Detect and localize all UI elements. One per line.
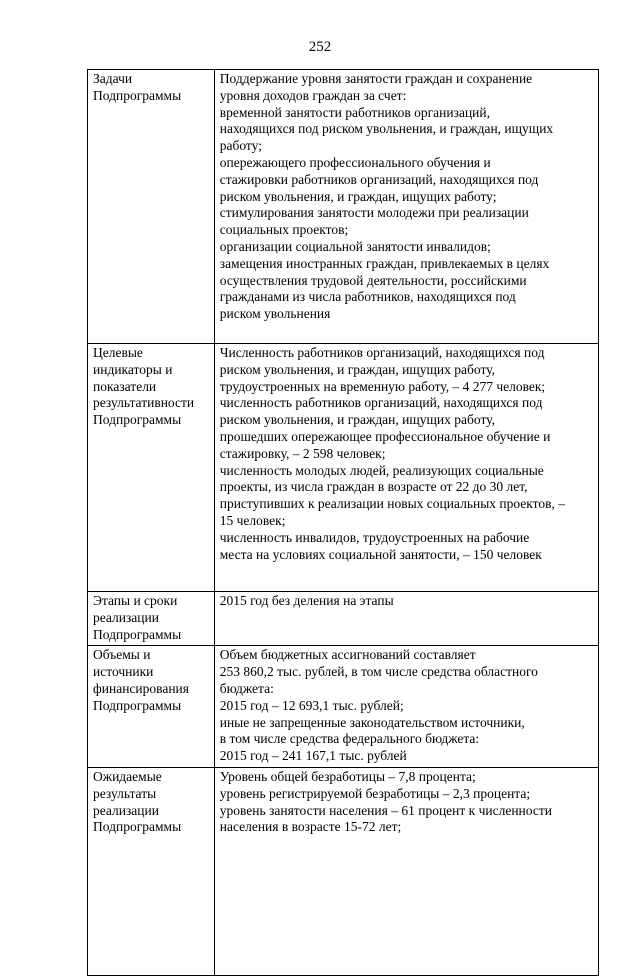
row-value-line: численность молодых людей, реализующих социальные: [219, 462, 544, 478]
row-value-line: стажировку, – 2 598 человек;: [219, 445, 386, 461]
table-row: [88, 344, 599, 592]
row-label-line: реализации: [93, 802, 159, 818]
row-label-line: Подпрограммы: [93, 626, 182, 642]
row-value-line: уровня доходов граждан за счет:: [219, 87, 407, 103]
row-value-line: в том числе средства федерального бюджета:: [219, 731, 480, 747]
row-label-line: Задачи: [93, 71, 133, 86]
row-label-line: финансирования: [93, 680, 189, 696]
row-value-line: Объем бюджетных ассигнований составляет: [219, 647, 476, 663]
row-label-cell: [88, 767, 215, 975]
row-label-cell: [88, 646, 215, 768]
row-label-line: Подпрограммы: [93, 412, 182, 428]
row-value-line: трудоустроенных на временную работу, – 4 277 человек;: [219, 378, 546, 394]
row-value-line: Уровень общей безработицы – 7,8 процента;: [219, 768, 476, 784]
row-value-line: численность инвалидов, трудоустроенных на рабочие: [219, 529, 530, 545]
row-label-line: Этапы и сроки: [93, 593, 178, 608]
row-value-line: находящихся под риском увольнения, и граждан, ищущих: [219, 121, 554, 137]
row-value-line: замещения иностранных граждан, привлекаемых в целях: [219, 255, 550, 271]
table-row: [88, 646, 599, 768]
table-row: [88, 70, 599, 344]
row-label-line: источники: [93, 664, 154, 680]
row-value-cell: [214, 592, 598, 646]
row-value-line: 253 860,2 тыс. рублей, в том числе средства областного: [219, 664, 538, 680]
row-value-line: 2015 год без деления на этапы: [219, 593, 394, 608]
row-value-line: опережающего профессионального обучения и: [219, 154, 491, 170]
row-value-line: 2015 год – 12 693,1 тыс. рублей;: [219, 697, 404, 713]
row-value-line: стимулирования занятости молодежи при реализации: [219, 205, 529, 221]
row-label-line: результаты: [93, 785, 157, 801]
row-value-line: осуществления трудовой деятельности, российскими: [219, 272, 527, 288]
page-number: 252: [308, 39, 332, 55]
row-value-line: стажировки работников организаций, находящихся под: [219, 171, 539, 187]
row-value-line: гражданами из числа работников, находящихся под: [219, 289, 516, 305]
row-value-line: уровень занятости населения – 61 процент к численности: [219, 802, 552, 818]
row-label-line: Целевые: [93, 345, 143, 360]
row-value-line: Поддержание уровня занятости граждан и сохранение: [219, 71, 533, 86]
row-label-line: Ожидаемые: [93, 768, 162, 784]
row-value-line: иные не запрещенные законодательством источники,: [219, 714, 525, 730]
row-label-cell: [88, 70, 215, 344]
row-label-line: Подпрограммы: [93, 87, 182, 103]
row-value-cell: [214, 646, 598, 768]
row-value-line: риском увольнения, и граждан, ищущих работу,: [219, 361, 495, 377]
table-row: [88, 592, 599, 646]
row-value-line: Численность работников организаций, находящихся под: [219, 345, 545, 360]
row-label-line: показатели: [93, 378, 157, 394]
row-value-line: 15 человек;: [219, 512, 286, 528]
row-label-line: реализации: [93, 609, 159, 625]
row-value-line: работу;: [219, 138, 262, 154]
row-value-line: временной занятости работников организаций,: [219, 104, 490, 120]
row-value-cell: [214, 344, 598, 592]
row-value-line: прошедших опережающее профессиональное обучение и: [219, 428, 551, 444]
row-value-line: организации социальной занятости инвалидов;: [219, 238, 491, 254]
row-label-cell: [88, 592, 215, 646]
row-value-cell: [214, 70, 598, 344]
table-body: [88, 70, 599, 976]
table-row: [88, 767, 599, 975]
row-value-line: места на условиях социальной занятости, – 150 человек: [219, 546, 542, 562]
row-value-line: уровень регистрируемой безработицы – 2,3 процента;: [219, 785, 531, 801]
row-value-line: проекты, из числа граждан в возрасте от 22 до 30 лет,: [219, 479, 528, 495]
row-value-line: риском увольнения, и граждан, ищущих работу,: [219, 412, 495, 428]
row-label-line: Подпрограммы: [93, 697, 182, 713]
row-value-cell: [214, 767, 598, 975]
row-label-line: индикаторы и: [93, 361, 173, 377]
row-label-cell: [88, 344, 215, 592]
row-value-line: численность работников организаций, находящихся под: [219, 395, 543, 411]
row-label-line: результативности: [93, 395, 195, 411]
row-value-line: риском увольнения, и граждан, ищущих работу;: [219, 188, 497, 204]
subprogram-passport-table: [87, 69, 599, 976]
row-value-line: 2015 год – 241 167,1 тыс. рублей: [219, 748, 407, 764]
row-label-line: Подпрограммы: [93, 819, 182, 835]
row-label-line: Объемы и: [93, 647, 151, 663]
row-value-line: риском увольнения: [219, 306, 331, 322]
row-value-line: социальных проектов;: [219, 222, 349, 238]
row-value-line: бюджета:: [219, 680, 274, 696]
row-value-line: приступивших к реализации новых социальных проектов, –: [219, 496, 566, 512]
row-value-line: населения в возрасте 15-72 лет;: [219, 819, 402, 835]
